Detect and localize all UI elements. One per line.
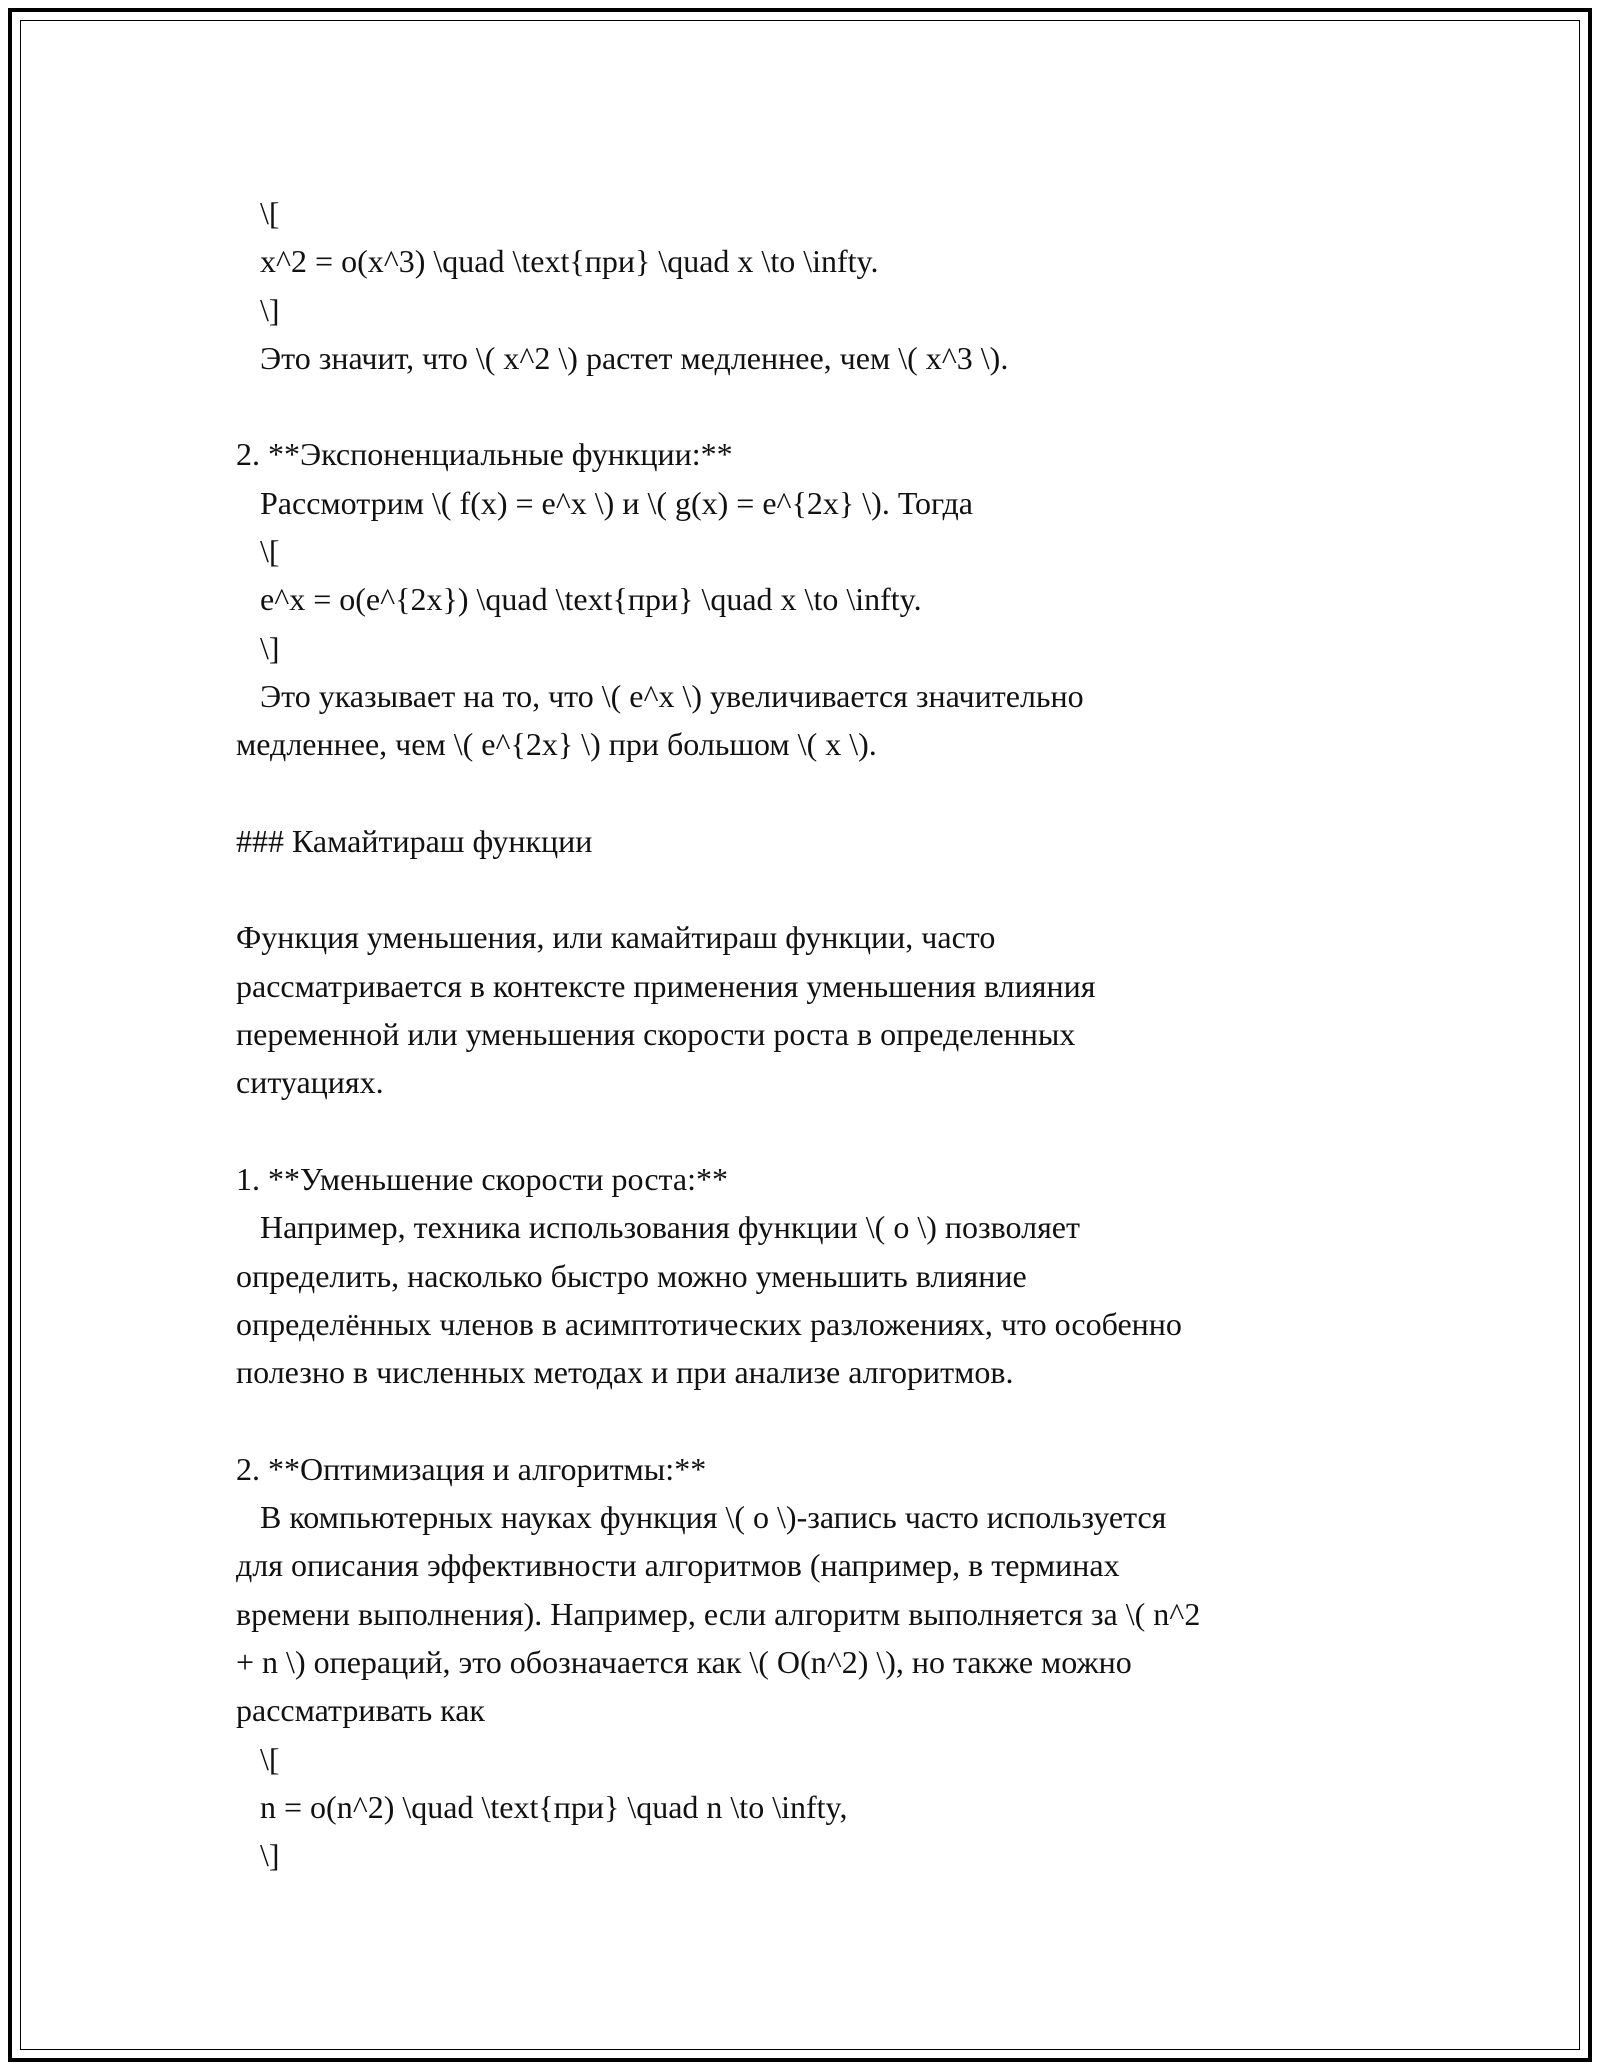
text-line: ### Камайтираш функции <box>236 822 593 859</box>
text-line: 2. **Оптимизация и алгоритмы:** <box>236 1450 707 1487</box>
text-line: определить, насколько быстро можно уменьшить влияние <box>236 1257 1027 1294</box>
blank-line <box>236 1396 1366 1444</box>
text-line: Это указывает на то, что \( e^x \) увеличивается значительно <box>236 677 1084 714</box>
text-line: \] <box>236 1837 280 1874</box>
blank-line <box>236 865 1366 913</box>
blank-line <box>236 382 1366 430</box>
text-line: Это значит, что \( x^2 \) растет медленнее, чем \( x^3 \). <box>236 339 1009 376</box>
text-line: времени выполнения). Например, если алгоритм выполняется за \( n^2 <box>236 1595 1201 1632</box>
text-line: 2. **Экспоненциальные функции:** <box>236 436 733 473</box>
text-line: e^x = o(e^{2x}) \quad \text{при} \quad x \to \infty. <box>236 581 922 618</box>
text-line: \[ <box>236 195 280 231</box>
text-line: \] <box>236 291 280 328</box>
text-line: Функция уменьшения, или камайтираш функции, часто <box>236 919 996 956</box>
text-line: + n \) операций, это обозначается как \( O(n^2) \), но также можно <box>236 1643 1132 1680</box>
text-line: Например, техника использования функции \( o \) позволяет <box>236 1209 1080 1246</box>
text-line: определённых членов в асимптотических разложениях, что особенно <box>236 1305 1182 1342</box>
text-line: для описания эффективности алгоритмов (например, в терминах <box>236 1547 1120 1584</box>
text-line: В компьютерных науках функция \( o \)-запись часто используется <box>236 1499 1167 1536</box>
text-line: x^2 = o(x^3) \quad \text{при} \quad x \to \infty. <box>236 243 879 280</box>
text-line: \[ <box>236 1740 280 1777</box>
text-line: \[ <box>236 533 280 570</box>
text-line: ситуациях. <box>236 1064 384 1101</box>
text-line: Рассмотрим \( f(x) = e^x \) и \( g(x) = e^{2x} \). Тогда <box>236 484 973 521</box>
document-body <box>236 189 1366 1879</box>
text-line: переменной или уменьшения скорости роста в определенных <box>236 1016 1076 1053</box>
text-line: \] <box>236 629 280 666</box>
text-line: 1. **Уменьшение скорости роста:** <box>236 1160 729 1197</box>
text-line: рассматривать как <box>236 1692 485 1729</box>
text-line: рассматривается в контексте применения уменьшения влияния <box>236 967 1096 1004</box>
text-line: полезно в численных методах и при анализе алгоритмов. <box>236 1354 1014 1391</box>
blank-line <box>236 769 1366 817</box>
blank-line <box>236 1107 1366 1155</box>
text-line: n = o(n^2) \quad \text{при} \quad n \to \infty, <box>236 1788 848 1825</box>
text-line: медленнее, чем \( e^{2x} \) при большом \( x \). <box>236 726 877 763</box>
